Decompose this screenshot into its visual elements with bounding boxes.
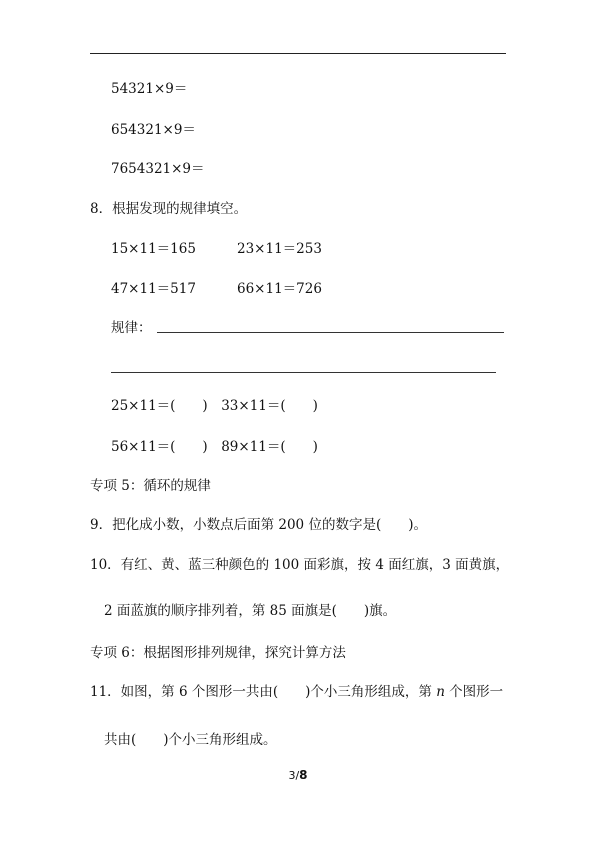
page-total: 8 [299,768,308,782]
section-5-heading: 专项 5：循环的规律 [90,478,211,494]
question-11-line-2: 共由( )个小三角形组成。 [104,732,277,748]
question-11-text: 11．如图，第 6 个图形一共由( )个小三角形组成，第 [90,684,437,700]
fill-in-line-2: 56×11＝( ) 89×11＝( ) [111,439,318,455]
page-number [0,768,596,782]
rule-answer-line-1[interactable] [157,332,504,333]
variable-n: n [436,684,445,700]
example-equation: 66×11＝726 [237,281,322,297]
page-current: 3/ [288,769,300,782]
rule-label: 规律： [111,320,152,336]
equation-line-1: 54321×9＝ [111,81,188,97]
rule-answer-line-2[interactable] [111,372,496,373]
question-11-text: 个图形一 [444,684,504,700]
question-11-line-1 [90,683,503,701]
example-equation: 15×11＝165 [111,241,196,257]
question-8-title: 8．根据发现的规律填空。 [90,201,248,217]
question-9: 9．把化成小数，小数点后面第 200 位的数字是( )。 [90,517,427,533]
example-equation: 47×11＝517 [111,281,196,297]
equation-line-2: 654321×9＝ [111,122,196,138]
question-10-line-1: 10．有红、黄、蓝三种颜色的 100 面彩旗，按 4 面红旗，3 面黄旗， [90,557,510,573]
equation-line-3: 7654321×9＝ [111,161,205,177]
header-rule [90,53,506,54]
fill-in-line-1: 25×11＝( ) 33×11＝( ) [111,398,318,414]
example-equation: 23×11＝253 [237,241,322,257]
section-6-heading: 专项 6：根据图形排列规律，探究计算方法 [90,645,346,661]
question-10-line-2: 2 面蓝旗的顺序排列着，第 85 面旗是( )旗。 [104,603,397,619]
